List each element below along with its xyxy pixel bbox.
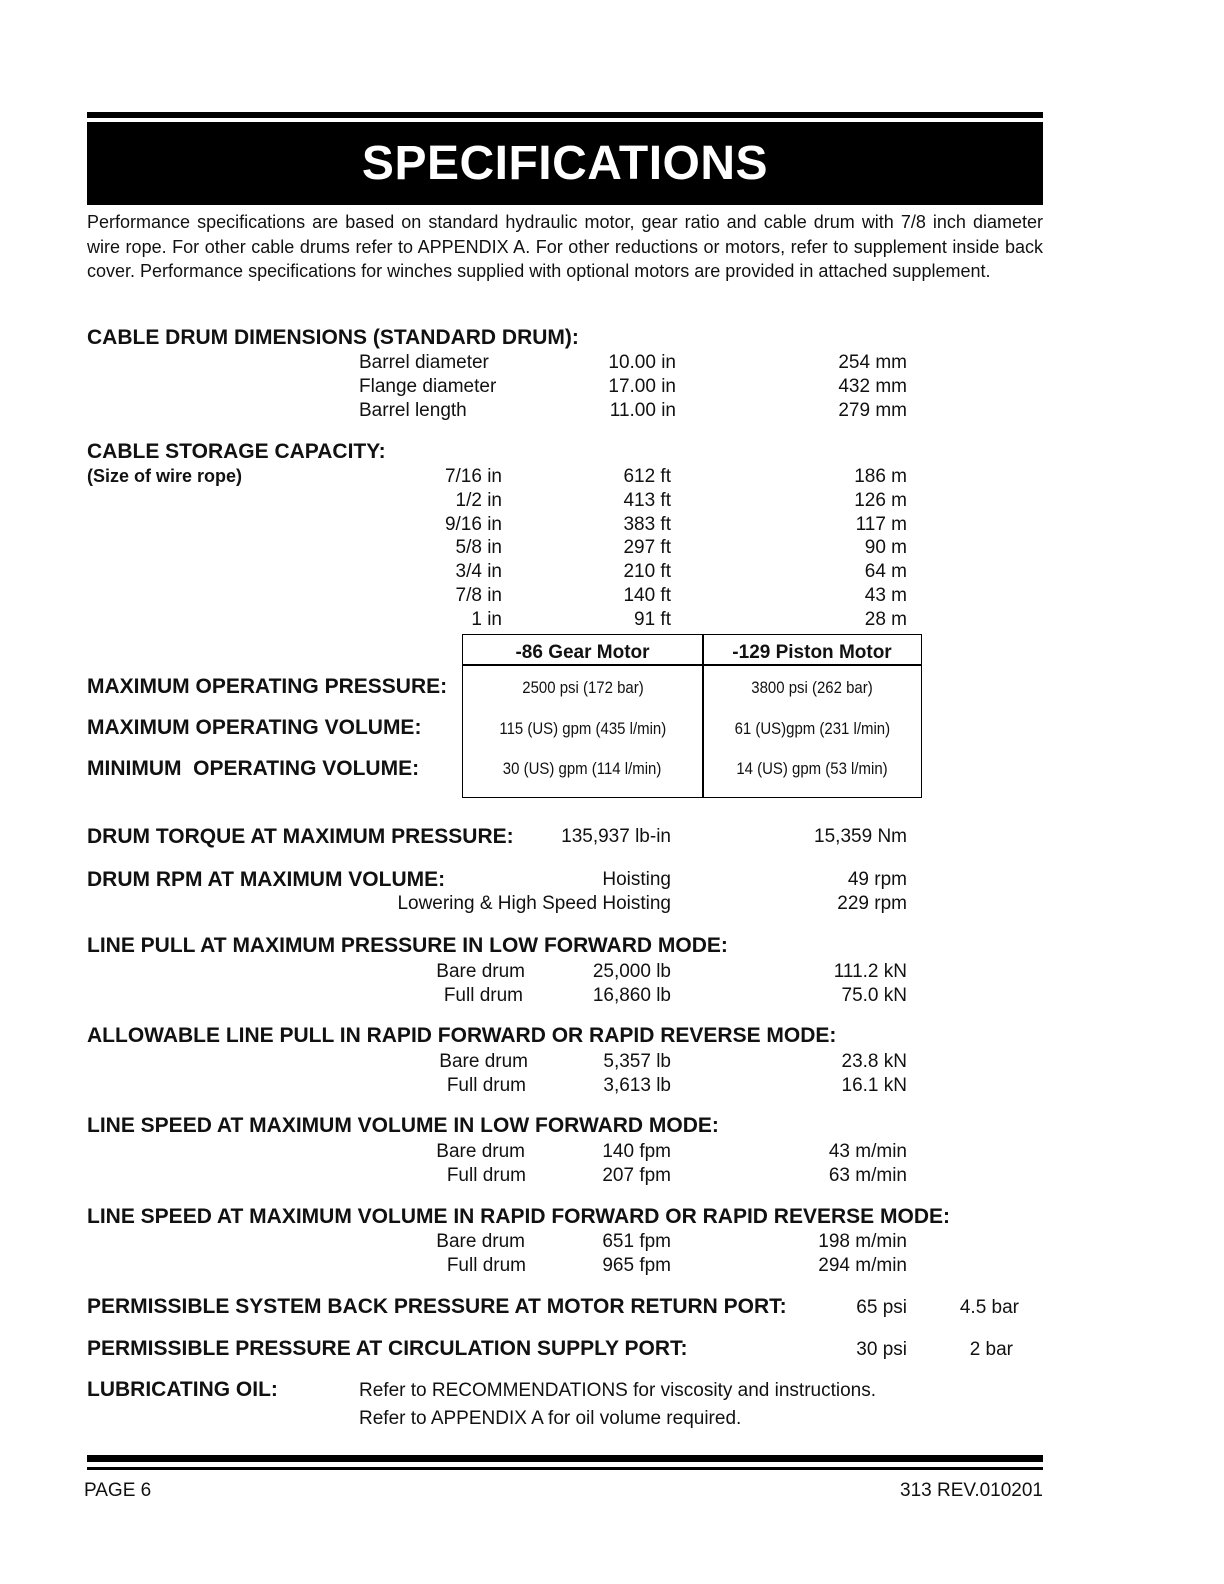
storage-heading: CABLE STORAGE CAPACITY:	[87, 440, 386, 463]
circulation-bar: 2 bar	[969, 1339, 1013, 1360]
drum-dim-metric: 254 mm	[838, 352, 907, 373]
rpm-value: 229 rpm	[837, 893, 907, 914]
storage-ft: 612 ft	[623, 466, 671, 487]
rpm-label: Lowering & High Speed Hoisting	[397, 893, 671, 914]
storage-size: 1 in	[471, 609, 502, 630]
drum-dim-metric: 279 mm	[838, 400, 907, 421]
line-pull-rapid-heading: ALLOWABLE LINE PULL IN RAPID FORWARD OR RAPID REVERSE MODE:	[87, 1024, 837, 1047]
bottom-rule-thick	[87, 1455, 1043, 1462]
rpm-heading: DRUM RPM AT MAXIMUM VOLUME:	[87, 868, 446, 891]
drum-dim-label: Barrel length	[359, 400, 467, 421]
line-speed-rapid-label: Full drum	[446, 1255, 526, 1276]
storage-size: 1/2 in	[455, 490, 502, 511]
max-volume-piston	[703, 719, 921, 739]
storage-m: 43 m	[864, 585, 907, 606]
storage-m: 90 m	[864, 537, 907, 558]
min-volume-gear	[463, 759, 702, 779]
min-volume-piston	[703, 759, 921, 779]
torque-metric: 15,359 Nm	[814, 826, 907, 847]
line-speed-low-metric: 43 m/min	[828, 1141, 907, 1162]
line-speed-low-label: Bare drum	[436, 1141, 525, 1162]
gear-motor-header: -86 Gear Motor	[515, 642, 650, 663]
line-speed-low-imperial: 140 fpm	[602, 1141, 671, 1162]
max-volume-label: MAXIMUM OPERATING VOLUME:	[87, 716, 422, 739]
line-pull-rapid-label: Bare drum	[439, 1051, 528, 1072]
back-pressure-bar: 4.5 bar	[959, 1297, 1019, 1318]
bottom-rule-thin	[87, 1467, 1043, 1470]
line-pull-rapid-imperial: 5,357 lb	[603, 1051, 671, 1072]
storage-ft: 140 ft	[623, 585, 671, 606]
max-pressure-gear	[463, 678, 702, 698]
drum-dim-imperial: 11.00 in	[609, 400, 676, 421]
line-pull-rapid-imperial: 3,613 lb	[603, 1075, 671, 1096]
line-pull-low-imperial: 16,860 lb	[592, 985, 671, 1006]
line-speed-low-metric: 63 m/min	[828, 1165, 907, 1186]
min-volume-piston-value: 14 (US) gpm (53 l/min)	[736, 759, 888, 778]
storage-subheading: (Size of wire rope)	[87, 466, 243, 486]
line-speed-low-heading: LINE SPEED AT MAXIMUM VOLUME IN LOW FORWARD MODE:	[87, 1114, 719, 1137]
max-volume-piston-value: 61 (US)gpm (231 l/min)	[734, 719, 890, 738]
storage-m: 117 m	[855, 514, 907, 535]
back-pressure-psi: 65 psi	[856, 1297, 907, 1318]
rpm-value: 49 rpm	[847, 869, 907, 890]
circulation-heading: PERMISSIBLE PRESSURE AT CIRCULATION SUPPLY PORT:	[87, 1337, 688, 1360]
line-pull-low-heading: LINE PULL AT MAXIMUM PRESSURE IN LOW FORWARD MODE:	[87, 934, 728, 957]
storage-m: 126 m	[854, 490, 907, 511]
max-pressure-label: MAXIMUM OPERATING PRESSURE:	[87, 675, 448, 698]
line-speed-low-label: Full drum	[446, 1165, 526, 1186]
max-pressure-gear-value: 2500 psi (172 bar)	[521, 678, 644, 697]
storage-ft: 383 ft	[623, 514, 671, 535]
line-speed-rapid-metric: 198 m/min	[818, 1231, 907, 1252]
top-rule	[87, 112, 1043, 118]
storage-size: 3/4 in	[455, 561, 502, 582]
max-volume-gear	[463, 719, 702, 739]
motor-table-header-rule	[462, 664, 922, 666]
storage-m: 28 m	[864, 609, 907, 630]
page-number: PAGE 6	[84, 1480, 152, 1501]
storage-m: 186 m	[854, 466, 907, 487]
line-pull-rapid-label: Full drum	[446, 1075, 526, 1096]
revision-code: 313 REV.010201	[900, 1480, 1043, 1501]
min-volume-label: MINIMUM OPERATING VOLUME:	[87, 757, 420, 780]
storage-size: 9/16 in	[444, 514, 502, 535]
min-volume-gear-value: 30 (US) gpm (114 l/min)	[503, 759, 662, 778]
storage-size: 7/8 in	[455, 585, 502, 606]
storage-ft: 413 ft	[623, 490, 671, 511]
storage-size: 7/16 in	[444, 466, 502, 487]
drum-dim-metric: 432 mm	[838, 376, 907, 397]
storage-ft: 210 ft	[623, 561, 671, 582]
piston-motor-header: -129 Piston Motor	[732, 642, 892, 663]
drum-dim-imperial: 10.00 in	[608, 352, 676, 373]
line-pull-rapid-metric: 23.8 kN	[841, 1051, 907, 1072]
title-banner	[87, 122, 1043, 205]
drum-dimensions-heading: CABLE DRUM DIMENSIONS (STANDARD DRUM):	[87, 326, 579, 349]
back-pressure-heading: PERMISSIBLE SYSTEM BACK PRESSURE AT MOTOR RETURN PORT:	[87, 1295, 787, 1318]
rpm-label: Hoisting	[602, 869, 671, 890]
line-speed-rapid-imperial: 651 fpm	[602, 1231, 671, 1252]
line-speed-rapid-label: Bare drum	[436, 1231, 525, 1252]
page-title: SPECIFICATIONS	[361, 137, 769, 190]
line-speed-low-imperial: 207 fpm	[602, 1165, 671, 1186]
storage-size: 5/8 in	[455, 537, 502, 558]
max-pressure-piston	[703, 678, 921, 698]
line-pull-rapid-metric: 16.1 kN	[841, 1075, 907, 1096]
storage-ft: 297 ft	[623, 537, 671, 558]
oil-heading: LUBRICATING OIL:	[87, 1378, 278, 1401]
intro-paragraph: Performance specifications are based on standard hydraulic motor, gear ratio and cable drum with 7/8 inch diameter wire rope. For other cable drums refer to APPENDIX A. For other reductions or motors, refer to supplement inside back cover. Performance specifications for winches supplied with optional motors are provided in attached supplement.	[87, 212, 1043, 281]
drum-dim-imperial: 17.00 in	[608, 376, 676, 397]
oil-line-2: Refer to APPENDIX A for oil volume required.	[359, 1408, 742, 1429]
line-pull-low-label: Full drum	[443, 985, 523, 1006]
torque-imperial: 135,937 lb-in	[561, 826, 671, 847]
line-speed-rapid-metric: 294 m/min	[818, 1255, 907, 1276]
line-pull-low-imperial: 25,000 lb	[592, 961, 671, 982]
drum-dim-label: Flange diameter	[359, 376, 497, 397]
max-volume-gear-value: 115 (US) gpm (435 l/min)	[499, 719, 666, 738]
storage-ft: 91 ft	[634, 609, 671, 630]
oil-line-1: Refer to RECOMMENDATIONS for viscosity and instructions.	[359, 1380, 876, 1401]
line-pull-low-metric: 75.0 kN	[841, 985, 907, 1006]
circulation-psi: 30 psi	[856, 1339, 907, 1360]
max-pressure-piston-value: 3800 psi (262 bar)	[751, 678, 873, 697]
torque-heading: DRUM TORQUE AT MAXIMUM PRESSURE:	[87, 825, 514, 848]
line-pull-low-metric: 111.2 kN	[833, 961, 907, 982]
drum-dim-label: Barrel diameter	[359, 352, 489, 373]
storage-m: 64 m	[864, 561, 907, 582]
line-speed-rapid-heading: LINE SPEED AT MAXIMUM VOLUME IN RAPID FORWARD OR RAPID REVERSE MODE:	[87, 1205, 950, 1228]
line-speed-rapid-imperial: 965 fpm	[602, 1255, 671, 1276]
line-pull-low-label: Bare drum	[436, 961, 525, 982]
